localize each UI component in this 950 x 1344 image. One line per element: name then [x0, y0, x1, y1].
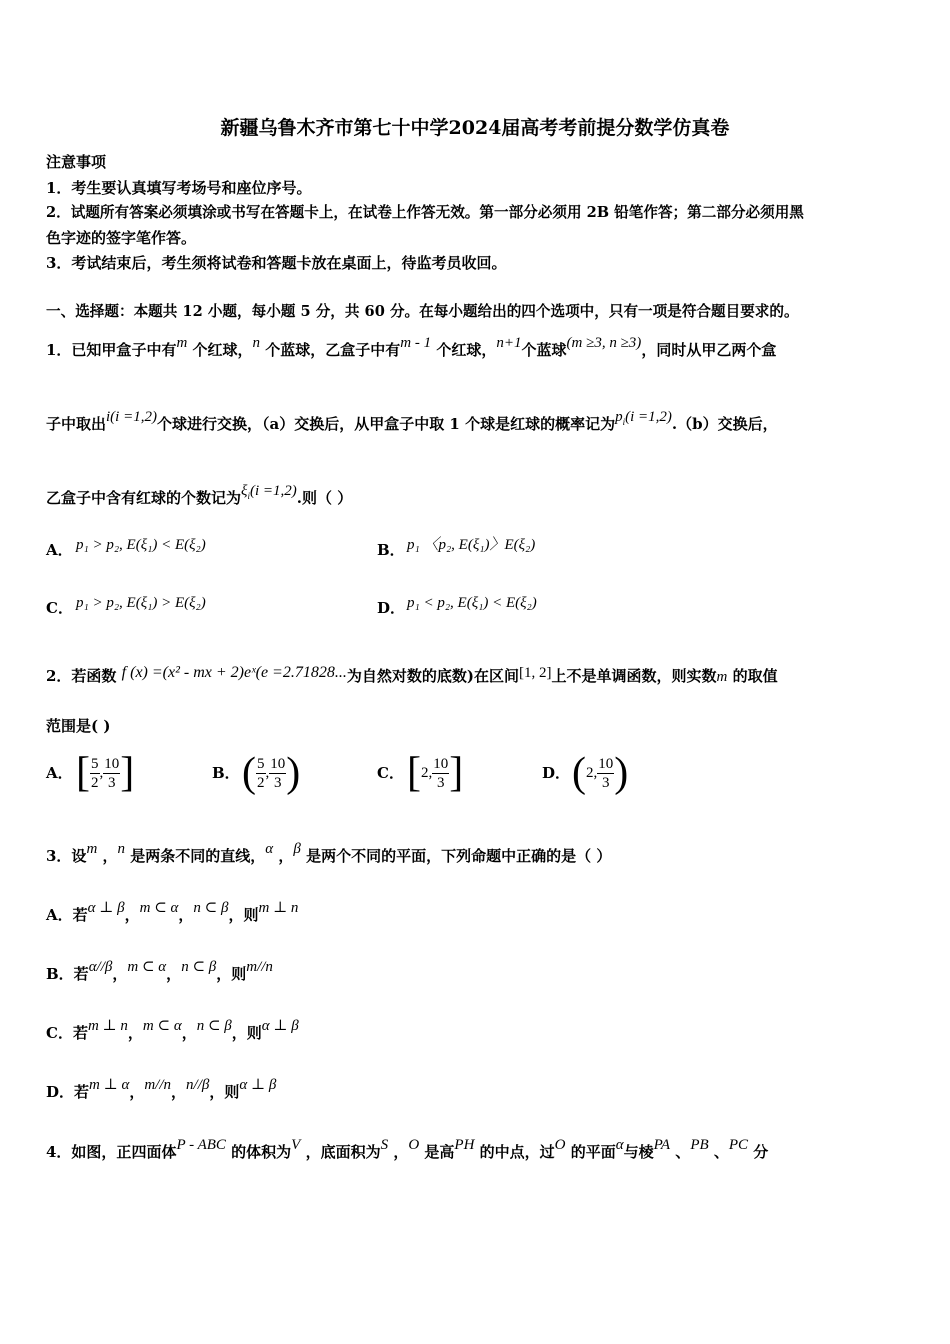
section-heading: 一、选择题：本题共 12 小题，每小题 5 分，共 60 分。在每小题给出的四个选项中，只有一项是符合题目要求的。 — [46, 303, 799, 320]
question-2-line-2: 范围是( ) — [46, 717, 111, 735]
question-1-option-b[interactable]: B． p₁ 〈p₂, E(ξ₁)〉E(ξ₂) — [377, 537, 536, 559]
question-1-line-2: 子中取出i(i =1,2)个球进行交换，（a）交换后，从甲盒子中取 1 个球是红球的概率记为$p_i(i =1,2).(b)$交换后， — [46, 409, 778, 433]
question-1-option-c[interactable]: C． p₁ > p₂, E(ξ₁) > E(ξ₂) — [46, 595, 206, 617]
question-3-option-b[interactable]: B．若α//β，m ⊂ α，n ⊂ β，则m//n — [46, 959, 273, 983]
question-4-stem: 4．如图，正四面体P - ABC 的体积为V ，底面积为S ，O 是高PH 的中点，过O 的平面α与棱PA 、PB 、PC 分 — [46, 1137, 769, 1161]
question-1-option-a[interactable]: A． p₁ > p₂, E(ξ₁) < E(ξ₂) — [46, 537, 206, 559]
notice-item-2: 2．试题所有答案必须填涂或书写在答题卡上，在试卷上作答无效。第一部分必须用 2B 铅笔作答；第二部分必须用黑 — [46, 204, 804, 221]
question-3-stem: 3．设m ，n 是两条不同的直线，α ，β 是两个不同的平面，下列命题中正确的是（ ） — [46, 841, 612, 865]
question-2-option-d[interactable]: D．(2, $\frac{10}{3}$ ) — [542, 750, 629, 796]
question-1-line-3: 乙盒子中含有红球的个数记为$\xi_i(i =1,2)$.则（ ） — [46, 483, 353, 507]
notice-heading: 注意事项 — [46, 153, 107, 171]
question-3-option-c[interactable]: C．若m ⊥ n，m ⊂ α，n ⊂ β，则α ⊥ β — [46, 1018, 299, 1042]
notice-item-3: 3．考试结束后，考生须将试卷和答题卡放在桌面上，待监考员收回。 — [46, 254, 507, 272]
question-3-option-a[interactable]: A．若α ⊥ β，m ⊂ α，n ⊂ β，则m ⊥ n — [46, 900, 299, 924]
question-3-option-d[interactable]: D．若m ⊥ α，m//n，n//β，则α ⊥ β — [46, 1077, 277, 1101]
question-2-line-1: 2．若函数 f (x) =(x² - mx + 2)eˣ(e =2.71828...为自然对数的底数)在区间[1, 2]上不是单调函数，则实数m 的取值 — [46, 664, 778, 685]
question-2-option-c[interactable]: C．[2, $\frac{10}{3}$ ] — [377, 750, 464, 796]
question-1-option-d[interactable]: D． p₁ < p₂, E(ξ₁) < E(ξ₂) — [377, 595, 537, 617]
question-2-option-b[interactable]: B．( $\frac{5}{2}$ , $\frac{10}{3}$ ) — [212, 750, 301, 796]
question-2-option-a[interactable]: A．[ $\frac{5}{2}$ , $\frac{10}{3}$ ] — [46, 750, 135, 796]
notice-item-1: 1．考生要认真填写考场号和座位序号。 — [46, 179, 312, 197]
page-title: 新疆乌鲁木齐市第七十中学2024届高考考前提分数学仿真卷 — [220, 117, 730, 139]
notice-item-2-cont: 色字迹的签字笔作答。 — [46, 229, 197, 247]
question-1-line-1: 1．已知甲盒子中有m 个红球，n 个蓝球，乙盒子中有m - 1 个红球，n+1个蓝球(m ≥3, n ≥3)，同时从甲乙两个盒 — [46, 335, 777, 359]
